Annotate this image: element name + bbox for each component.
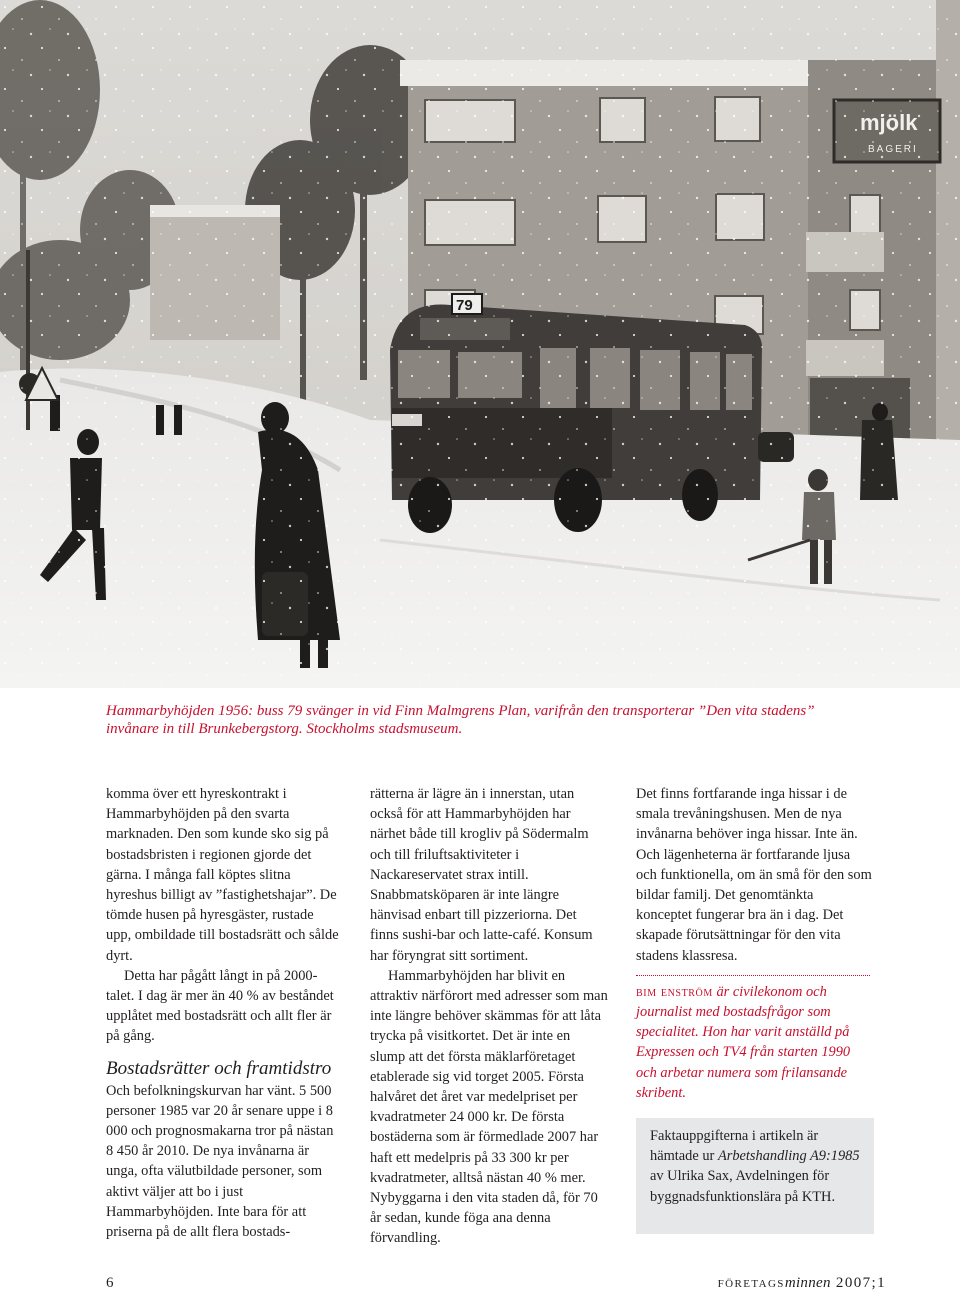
fact-box <box>636 1118 874 1234</box>
paragraph: Och befolkningskurvan har vänt. 5 500 personer 1985 var 20 år senare uppe i 8 000 och prognosmakarna tror på nästan 8 450 år 2010. De nya invånarna är unga, ofta välutbildade personer, som aktivt väljer att bo i just Hammarbyhöjden. Inte bara för att priserna på de allt flera bostads- <box>106 1082 334 1241</box>
paragraph: Detta har pågått långt in på 2000-talet. I dag är mer än 40 % av beståndet upplåtet med bostadsrätt och allt fler är på gång. <box>106 967 334 1045</box>
paragraph: komma över ett hyreskontrakt i Hammarbyhöjden på den svarta marknaden. Den som kunde sko sig på bostadsbristen i regionen gjorde det gärna. I många fall köptes slitna hyreshus billigt av ”fastighetshajar”. De tömde husen på hyresgäster, rustade upp, ombildade till bostadsrätt och sålde dyrt. <box>106 786 339 964</box>
fact-box-source-title: Arbetshandling A9:1985 <box>717 1148 860 1165</box>
journal-title <box>718 1275 886 1292</box>
page-number: 6 <box>106 1275 114 1291</box>
text-column-2 <box>370 784 608 1249</box>
journal-issue: 2007;1 <box>830 1275 886 1291</box>
author-name: bim enström <box>636 983 713 1000</box>
dotted-divider <box>636 975 870 976</box>
paragraph: Hammarbyhöjden har blivit en attraktiv närförort med adresser som man inte längre behöver skämmas för att låta trycka på visitkortet. Det är inte en slump att det första mäklarföretaget etablerade sig vid torget 2005. Första halvåret det året var medelpriset per kvadratmeter 24 000 kr. De första bostäderna som är förmedlade 2007 har haft ett medelpris på 33 300 kr per kvadratmeter, alltså nästan 40 % mer. Nybyggarna i den vita staden då, för 70 år sedan, kunde föga ana denna förvandling. <box>370 967 608 1247</box>
paragraph: rätterna är lägre än i innerstan, utan också för att Hammarbyhöjden har närhet både till krogliv på Södermalm och till friluftsaktiviteter i Nackareservatet strax intill. Snabbmatsköparen är inte längre hänvisad enbart till pizzeriorna. Det finns sushi-bar och latte-café. Konsum har föryngrat sitt sortiment. <box>370 786 593 964</box>
section-heading: Bostadsrätter och framtidstro <box>106 1057 332 1079</box>
paragraph: Det finns fortfarande inga hissar i de smala trevåningshusen. Men de nya invånarna behöver inga hissar. Inte än. Och lägenheterna är fortfarande ljusa och funktionella, om än små för den som bildar familj. Det genomtänkta konceptet fungerar bra än i dag. Det skapade förutsättningar för den vita stadens klassresa. <box>636 786 872 964</box>
text-column-1 <box>106 784 342 1242</box>
journal-title-part: företags <box>717 1275 785 1291</box>
journal-title-italic: minnen <box>784 1275 831 1291</box>
fact-box-text-end: av Ulrika Sax, Avdelningen för byggnadsfunktionslära på KTH. <box>650 1168 836 1205</box>
photo-caption: Hammarbyhöjden 1956: buss 79 svänger in vid Finn Malmgrens Plan, varifrån den transporterar ”Den vita stadens” invånare in till Brunkebergstorg. Stockholms stadsmuseum. <box>106 703 815 737</box>
text-column-3 <box>636 784 872 1103</box>
author-bio-text: är civilekonom och journalist med bostadsfrågor som specialitet. Hon har varit anställd på Expressen och TV4 från starten 1990 och arbetar numera som frilansande skribent. <box>636 983 851 1101</box>
author-bio <box>636 982 872 1103</box>
fact-box-text: Faktauppgifterna i artikeln är hämtade ur <box>650 1128 819 1165</box>
